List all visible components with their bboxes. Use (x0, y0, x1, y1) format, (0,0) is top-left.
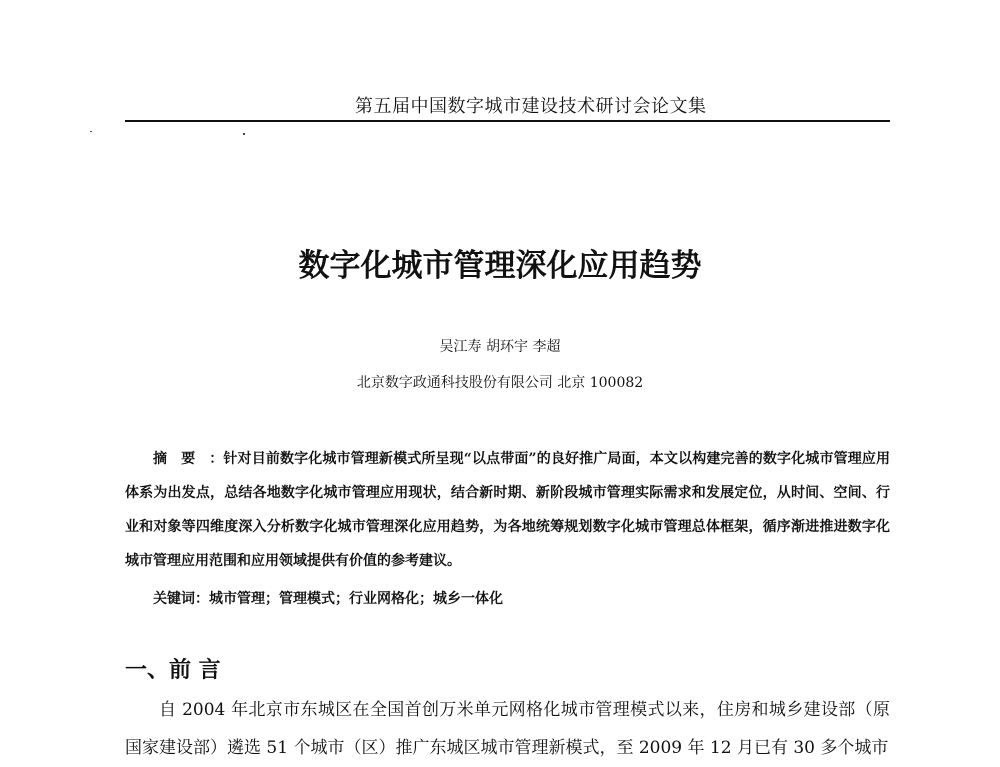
abstract-paragraph (125, 442, 890, 578)
section-body (125, 691, 890, 767)
body-paragraph: 自 2004 年北京市东城区在全国首创万米单元网格化城市管理模式以来，住房和城乡建设部（原国家建设部）遴选 51 个城市（区）推广东城区城市管理新模式，至 2009 年 12 月已有 30 多个城市 (125, 700, 890, 758)
section-heading: 一、前 言 (125, 658, 221, 683)
paper-title: 数字化城市管理深化应用趋势 (298, 248, 702, 284)
running-header (125, 90, 890, 122)
scan-speck (243, 133, 245, 135)
author-list: 吴江寿 胡环宇 李超 (439, 339, 561, 355)
affiliation: 北京数字政通科技股份有限公司 北京 100082 (356, 375, 644, 391)
proceedings-title: 第五届中国数字城市建设技术研讨会论文集 (355, 96, 707, 117)
abstract (125, 442, 890, 578)
abstract-label: 摘要 (153, 451, 210, 467)
scan-speck (90, 131, 92, 132)
abstract-text: ：针对目前数字化城市管理新模式所呈现“以点带面”的良好推广局面，本文以构建完善的数字化城市管理应用体系为出发点，总结各地数字化城市管理应用现状，结合新时期、新阶段城市管理实际需求和发展定位，从时间、空间、行业和对象等四维度深入分析数字化城市管理深化应用趋势，为各地统筹规划数字化城市管理总体框架，循序渐进推进数字化城市管理应用范围和应用领域提供有价值的参考建议。 (125, 451, 890, 569)
keywords: 关键词：城市管理；管理模式；行业网格化；城乡一体化 (153, 591, 503, 607)
